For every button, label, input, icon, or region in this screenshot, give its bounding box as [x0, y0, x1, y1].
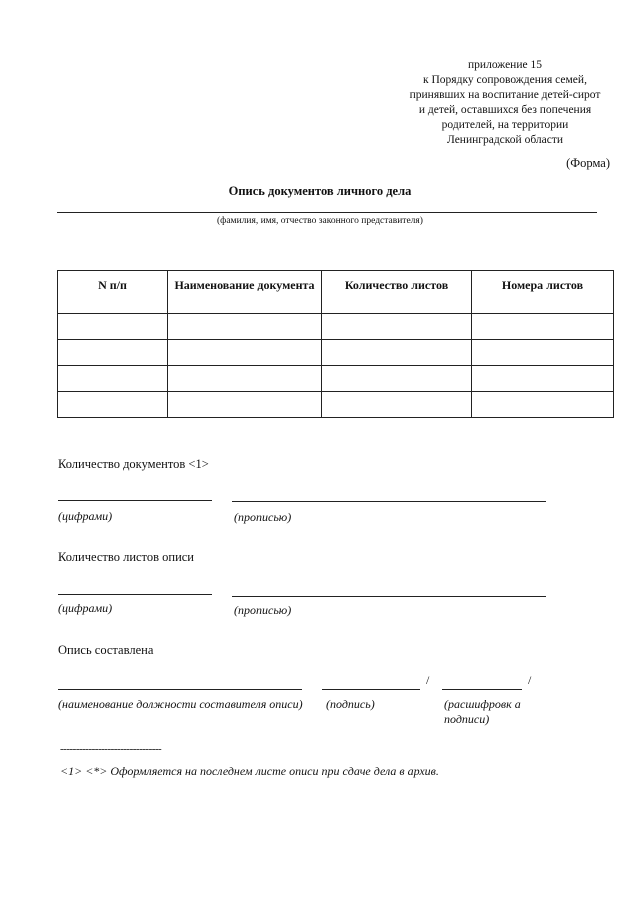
table-cell[interactable]	[322, 366, 472, 392]
table-cell[interactable]	[472, 314, 614, 340]
representative-caption: (фамилия, имя, отчество законного представителя)	[217, 216, 423, 226]
slash-separator: /	[426, 673, 430, 687]
signature-caption: (подпись)	[326, 697, 375, 711]
table-cell[interactable]	[58, 392, 168, 418]
column-header-sheet-count: Количество листов	[322, 271, 472, 314]
table-row	[58, 392, 614, 418]
slash-separator: /	[528, 673, 532, 687]
table-cell[interactable]	[472, 392, 614, 418]
decoding-line[interactable]	[442, 689, 522, 690]
table-cell[interactable]	[322, 340, 472, 366]
appendix-line: и детей, оставшихся без попечения	[418, 104, 592, 116]
decoding-caption: (расшифровк а подписи)	[444, 697, 521, 726]
inventory-table	[57, 270, 614, 418]
appendix-line: принявших на воспитание детей-сирот	[409, 89, 601, 101]
appendix-line: к Порядку сопровождения семей,	[423, 74, 587, 86]
position-caption: (наименование должности составителя описи)	[58, 697, 303, 711]
table-cell[interactable]	[168, 392, 322, 418]
table-row	[58, 340, 614, 366]
sheet-count-digits-caption: (цифрами)	[58, 601, 113, 615]
appendix-block	[380, 58, 630, 148]
sheet-count-words-line[interactable]	[232, 596, 546, 597]
table-cell[interactable]	[168, 340, 322, 366]
table-cell[interactable]	[168, 366, 322, 392]
footnote-separator: --------------------------------	[60, 743, 162, 755]
document-count-words-caption: (прописью)	[234, 510, 292, 524]
column-header-number: N п/п	[58, 271, 168, 314]
table-row	[58, 314, 614, 340]
column-header-sheet-numbers: Номера листов	[472, 271, 614, 314]
table-cell[interactable]	[58, 314, 168, 340]
appendix-line: Ленинградской области	[446, 134, 564, 146]
representative-name-line[interactable]	[57, 212, 597, 213]
table-cell[interactable]	[58, 340, 168, 366]
table-cell[interactable]	[472, 366, 614, 392]
sheet-count-label: Количество листов описи	[58, 550, 194, 564]
sheet-count-digits-line[interactable]	[58, 594, 212, 595]
form-label: (Форма)	[566, 156, 610, 170]
table-cell[interactable]	[168, 314, 322, 340]
signature-line[interactable]	[322, 689, 420, 690]
document-count-digits-line[interactable]	[58, 500, 212, 501]
table-cell[interactable]	[322, 392, 472, 418]
table-cell[interactable]	[322, 314, 472, 340]
appendix-line: приложение 15	[468, 59, 542, 71]
position-line[interactable]	[58, 689, 302, 690]
appendix-line: родителей, на территории	[441, 119, 569, 131]
footnote-text: <1> <*> Оформляется на последнем листе описи при сдаче дела в архив.	[60, 764, 439, 778]
document-count-words-line[interactable]	[232, 501, 546, 502]
column-header-document-name: Наименование документа	[168, 271, 322, 314]
sheet-count-words-caption: (прописью)	[234, 603, 292, 617]
table-cell[interactable]	[472, 340, 614, 366]
document-count-label: Количество документов <1>	[58, 457, 209, 471]
table-header-row	[58, 271, 614, 314]
page-title: Опись документов личного дела	[228, 184, 412, 198]
table-cell[interactable]	[58, 366, 168, 392]
compiled-label: Опись составлена	[58, 643, 154, 657]
table-row	[58, 366, 614, 392]
document-count-digits-caption: (цифрами)	[58, 509, 113, 523]
